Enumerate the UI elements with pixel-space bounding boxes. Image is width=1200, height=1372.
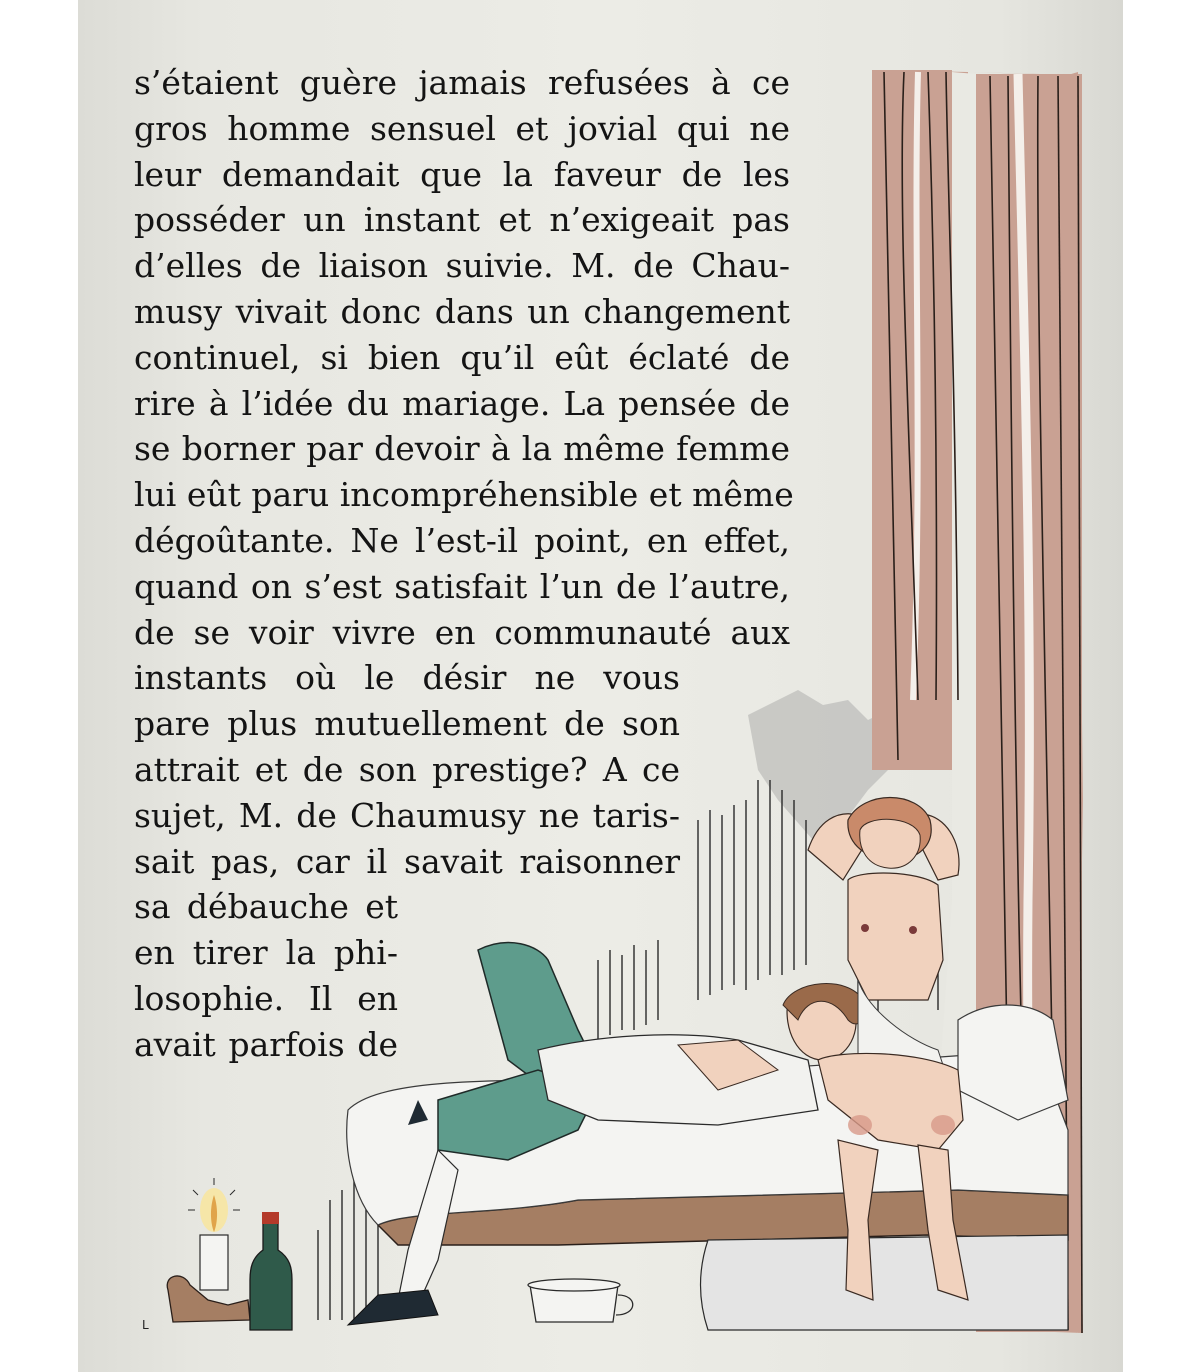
text-line: musy vivait donc dans un changement <box>134 291 790 331</box>
text-line: continuel, si bien qu’il eût éclaté de <box>134 337 790 377</box>
text-line: avait parfois de <box>134 1024 398 1064</box>
text-line: instants où le désir ne vous <box>134 658 680 698</box>
text-line: d’elles de liaison suivie. M. de Chau- <box>134 246 790 286</box>
text-line: lui eût paru incompréhensible et même <box>134 475 794 515</box>
candlestick <box>167 1178 250 1322</box>
text-line: leur demandait que la faveur de les <box>134 154 790 194</box>
book-page <box>78 0 1123 1372</box>
text-line: posséder un instant et n’exigeait pas <box>134 200 790 240</box>
text-line: gros homme sensuel et jovial qui ne <box>134 108 790 148</box>
text-line: en tirer la phi- <box>134 933 398 973</box>
text-line: sait pas, car il savait raisonner <box>134 841 680 881</box>
page-mark: L <box>142 1318 149 1332</box>
wine-bottle <box>250 1212 292 1330</box>
text-line: losophie. Il en <box>134 978 398 1018</box>
text-line: de se voir vivre en communauté aux <box>134 612 790 652</box>
text-line: sujet, M. de Chaumusy ne taris- <box>134 795 680 835</box>
boudoir-illustration <box>78 0 1123 1372</box>
text-line: quand on s’est satisfait l’un de l’autre, <box>134 566 790 606</box>
text-line: attrait et de son prestige? A ce <box>134 749 680 789</box>
text-line: rire à l’idée du mariage. La pensée de <box>134 383 790 423</box>
text-line: sa débauche et <box>134 887 398 927</box>
chamber-pot <box>528 1279 633 1322</box>
text-line: se borner par devoir à la même femme <box>134 429 790 469</box>
text-line: dégoûtante. Ne l’est-il point, en effet, <box>134 520 790 560</box>
text-line: pare plus mutuellement de son <box>134 704 680 744</box>
text-line: s’étaient guère jamais refusées à ce <box>134 63 790 102</box>
